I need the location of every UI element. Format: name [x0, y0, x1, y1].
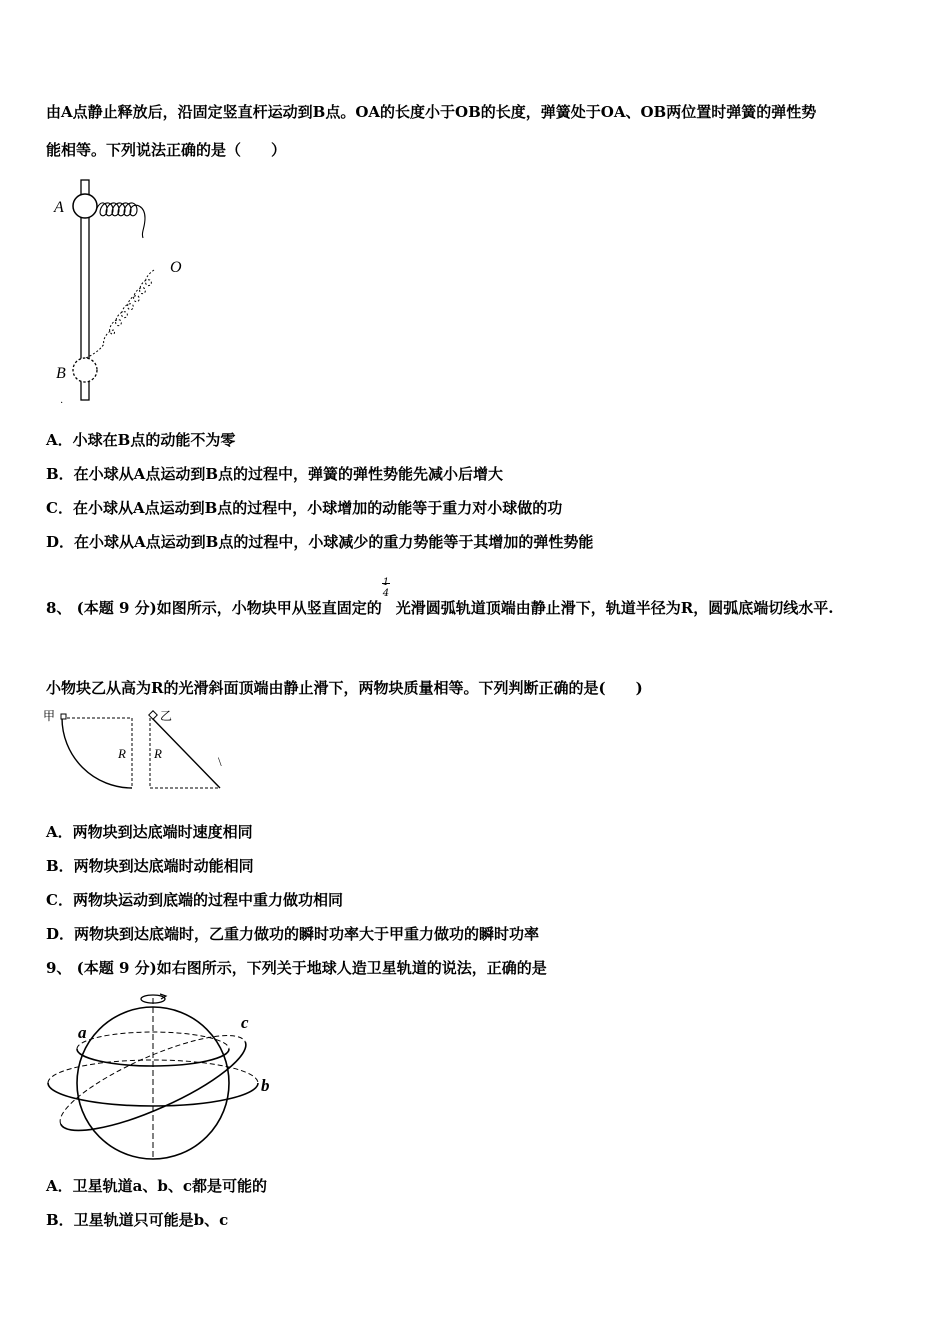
q7-label-b: B	[56, 365, 66, 382]
q8-stem-line1-pre: 8、 (本题 9 分)如图所示，小物块甲从竖直固定的	[46, 599, 382, 617]
q7-stem-line1: 由A点静止释放后，沿固定竖直杆运动到B点。OA的长度小于OB的长度，弹簧处于OA、OB两位置时弹簧的弹性势	[46, 103, 817, 121]
q9-option-a: A．卫星轨道a、b、c都是可能的	[46, 1177, 267, 1195]
q8-fraction-num: 1	[382, 577, 390, 588]
q8-fraction	[382, 577, 396, 619]
q8-stem-line2: 小物块乙从高为R的光滑斜面顶端由静止滑下，两物块质量相等。下列判断正确的是( )	[46, 679, 643, 697]
q7-option-c: C．在小球从A点运动到B点的过程中，小球增加的动能等于重力对小球做的功	[46, 499, 563, 517]
q8-option-d: D．两物块到达底端时，乙重力做功的瞬时功率大于甲重力做功的瞬时功率	[46, 925, 540, 943]
q8-option-c: C．两物块运动到底端的过程中重力做功相同	[46, 891, 343, 909]
q8-option-a: A．两物块到达底端时速度相同	[46, 823, 253, 841]
q7-label-o: O	[170, 259, 182, 276]
q8-stem-line1-post: 光滑圆弧轨道顶端由静止滑下，轨道半径为R，圆弧底端切线水平.	[395, 599, 834, 617]
q8-label-jia: 甲	[43, 709, 56, 723]
q9-label-a: a	[78, 1023, 87, 1042]
q7-figure	[46, 172, 196, 407]
q8-stem-line1	[46, 577, 834, 619]
q7-option-a: A．小球在B点的动能不为零	[46, 431, 236, 449]
q8-figure	[40, 706, 240, 796]
q7-option-d: D．在小球从A点运动到B点的过程中，小球减少的重力势能等于其增加的弹性势能	[46, 533, 594, 551]
svg-text:·: ·	[60, 398, 64, 407]
q9-stem: 9、 (本题 9 分)如右图所示，下列关于地球人造卫星轨道的说法，正确的是	[46, 959, 547, 977]
q9-label-c: c	[241, 1013, 249, 1032]
q9-label-b: b	[261, 1076, 270, 1095]
q9-figure	[40, 988, 285, 1164]
q8-label-r1: R	[118, 746, 126, 761]
q8-label-yi: 乙	[160, 709, 173, 723]
q8-label-r2: R	[154, 746, 162, 761]
q8-mark: \	[218, 754, 222, 769]
q8-fraction-den: 4	[382, 588, 390, 599]
q7-stem-line2: 能相等。下列说法正确的是（ ）	[46, 141, 287, 159]
q7-label-a: A	[54, 199, 64, 216]
q9-option-b: B．卫星轨道只可能是b、c	[46, 1211, 229, 1229]
q7-option-b: B．在小球从A点运动到B点的过程中，弹簧的弹性势能先减小后增大	[46, 465, 503, 483]
q8-option-b: B．两物块到达底端时动能相同	[46, 857, 254, 875]
